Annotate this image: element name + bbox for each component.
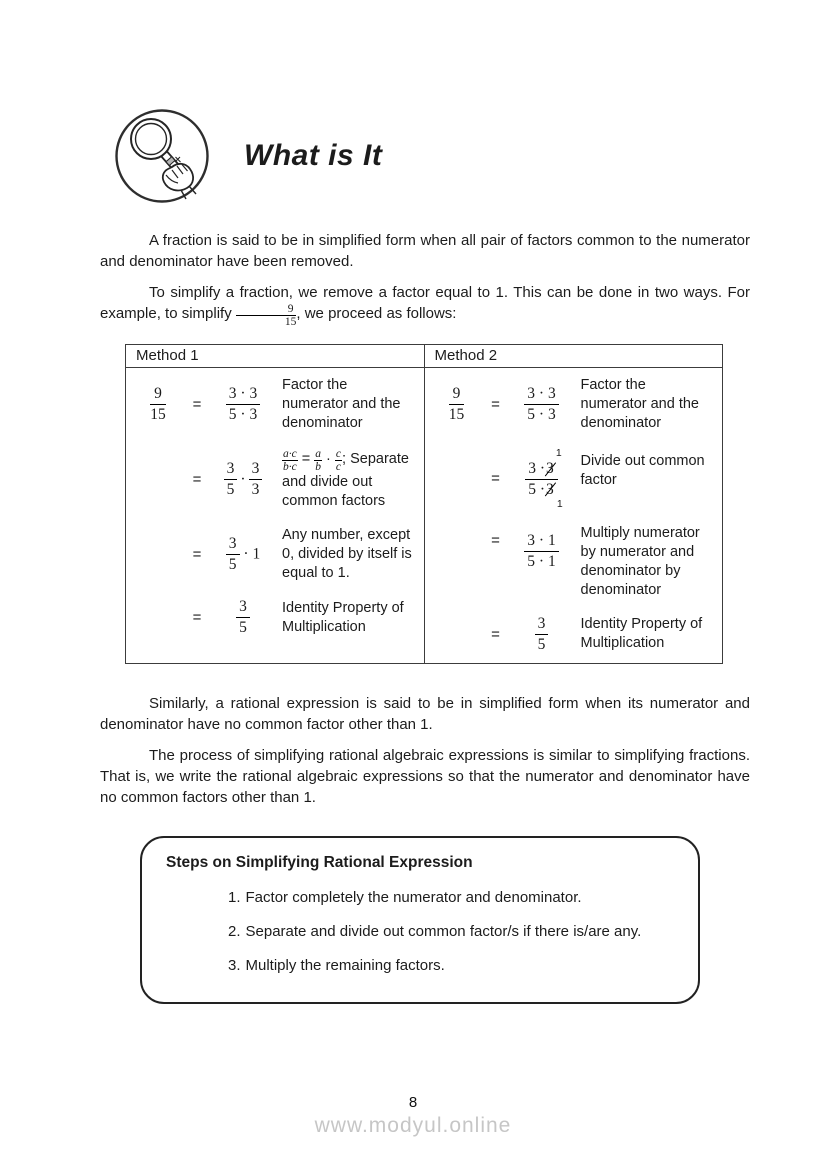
method1-cell bbox=[126, 368, 425, 664]
paragraph-4: The process of simplifying rational algebraic expressions is similar to simplifying fractions. That is, we write the rational algebraic expressions so that the numerator and denominator have no common factors other than 1. bbox=[100, 747, 750, 807]
method2-step-2 bbox=[433, 448, 715, 509]
m1r1-note: Factor the numerator and the denominator bbox=[282, 377, 401, 432]
page-number: 8 bbox=[408, 1094, 418, 1111]
method1-step-2 bbox=[134, 448, 416, 511]
m2r1-expression: $\frac{3 \cdot 3}{5 \cdot 3}$ bbox=[524, 385, 558, 424]
equals-sign: = bbox=[192, 471, 202, 489]
method1-step-4 bbox=[134, 598, 416, 637]
equals-sign: = bbox=[192, 609, 202, 627]
cancel-superscript-one: 1 bbox=[555, 447, 562, 460]
m2r2-note: Divide out common factor bbox=[580, 453, 705, 489]
paragraph-3: Similarly, a rational expression is said to be in simplified form when its numerator and denominator have no common factor other than 1. bbox=[100, 695, 750, 734]
m2r1-lhs-fraction: $\frac{9}{15}$ bbox=[448, 385, 465, 424]
m2r3-expression: $\frac{3 \cdot 1}{5 \cdot 1}$ bbox=[524, 532, 558, 571]
paragraph-2-after: , we proceed as follows: bbox=[296, 305, 457, 323]
section-header bbox=[114, 108, 750, 204]
steps-box-title: Steps on Simplifying Rational Expression bbox=[166, 854, 473, 872]
step-item-2: 2. Separate and divide out common factor/s if there is/are any. bbox=[228, 923, 642, 941]
equals-sign: = bbox=[192, 546, 202, 564]
method2-step-1 bbox=[433, 376, 715, 433]
m1r4-note: Identity Property of Multiplication bbox=[282, 599, 404, 635]
page-content bbox=[0, 108, 826, 1004]
equals-sign: = bbox=[491, 625, 500, 643]
equals-sign: = bbox=[491, 469, 500, 487]
step-item-3: 3. Multiply the remaining factors. bbox=[228, 957, 445, 975]
step-item-1: 1. Factor completely the numerator and denominator. bbox=[228, 889, 582, 907]
method1-step-3 bbox=[134, 526, 416, 583]
m2r1-note: Factor the numerator and the denominator bbox=[580, 377, 699, 432]
inline-fraction-9-15: $\frac{9}{15}$ bbox=[236, 303, 297, 328]
paragraph-1: A fraction is said to be in simplified form when all pair of factors common to the numerator and denominator have been removed. bbox=[100, 232, 750, 270]
m2r4-note: Identity Property of Multiplication bbox=[580, 616, 703, 652]
page-title: What is It bbox=[244, 139, 383, 172]
methods-table bbox=[125, 344, 723, 664]
magnifier-hand-icon bbox=[114, 108, 210, 204]
method1-header: Method 1 bbox=[126, 345, 425, 368]
m1r1-expression: $\frac{3 \cdot 3}{5 \cdot 3}$ bbox=[226, 385, 260, 424]
method1-step-1 bbox=[134, 376, 416, 433]
m1r3-note: Any number, except 0, divided by itself is equal to 1. bbox=[282, 527, 412, 582]
m1r2-note: $\frac{a\cdot c}{b\cdot c}$ = $\frac{a}{b}$ · $\frac{c}{c}$ ; Separate and divide out common factors bbox=[282, 448, 409, 510]
cancel-subscript-one: 1 bbox=[556, 497, 563, 510]
watermark-text: www.modyul.online bbox=[314, 1114, 512, 1137]
equals-sign: = bbox=[491, 396, 500, 414]
m1r1-lhs-fraction: $\frac{9}{15}$ bbox=[150, 385, 166, 424]
method2-header: Method 2 bbox=[424, 345, 723, 368]
paragraph-2 bbox=[100, 282, 750, 328]
m2r3-note: Multiply numerator by numerator and denominator by denominator bbox=[580, 524, 700, 598]
m2r2-expression-cancelled: 3 ·3 1 5 ·3 1 bbox=[525, 448, 558, 509]
m2r4-expression: $\frac{3}{5}$ bbox=[535, 615, 549, 654]
methods-table-body-row bbox=[126, 368, 723, 664]
method2-step-4 bbox=[433, 615, 715, 654]
method2-cell bbox=[424, 368, 723, 664]
equals-sign: = bbox=[491, 531, 500, 549]
method2-step-3 bbox=[433, 524, 715, 600]
m1r4-expression: $\frac{3}{5}$ bbox=[236, 598, 250, 637]
steps-box bbox=[140, 836, 700, 1004]
paragraph-2-before: To simplify a fraction, we remove a factor equal to 1. This can be done in two ways. For example, to simplify bbox=[100, 284, 750, 323]
equals-sign: = bbox=[192, 396, 202, 414]
m1r2-expression: $\frac{3}{5}$ · $\frac{3}{3}$ bbox=[224, 460, 263, 499]
m1r3-expression: $\frac{3}{5}$ · 1 bbox=[226, 535, 260, 574]
methods-table-header-row bbox=[126, 345, 723, 368]
